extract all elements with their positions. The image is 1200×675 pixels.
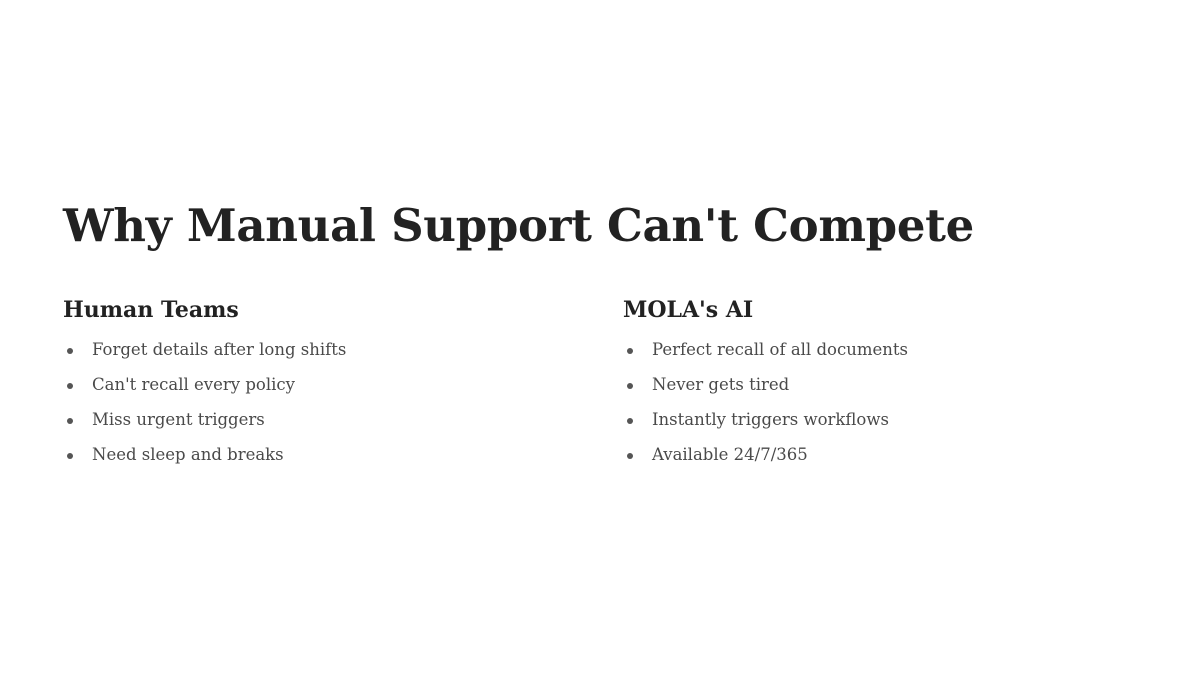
human-teams-list — [63, 340, 563, 480]
bullet-icon — [627, 418, 633, 424]
mola-ai-column — [623, 296, 1123, 480]
bullet-icon — [67, 383, 73, 389]
mola-ai-list — [623, 340, 1123, 480]
bullet-icon — [67, 348, 73, 354]
list-item-text: Instantly triggers workflows — [652, 410, 889, 429]
bullet-icon — [67, 418, 73, 424]
bullet-icon — [627, 383, 633, 389]
slide-title: Why Manual Support Can't Compete — [63, 199, 974, 252]
list-item — [63, 445, 563, 480]
list-item-text: Need sleep and breaks — [92, 445, 284, 464]
list-item-text: Available 24/7/365 — [652, 445, 808, 464]
list-item-text: Forget details after long shifts — [92, 340, 347, 359]
list-item — [623, 340, 1123, 375]
list-item-text: Can't recall every policy — [92, 375, 295, 394]
bullet-icon — [67, 453, 73, 459]
list-item — [63, 340, 563, 375]
mola-ai-heading: MOLA's AI — [623, 297, 754, 323]
list-item — [623, 375, 1123, 410]
bullet-icon — [627, 348, 633, 354]
list-item-text: Never gets tired — [652, 375, 790, 394]
human-teams-column — [63, 296, 563, 480]
human-teams-heading: Human Teams — [63, 297, 239, 323]
list-item — [63, 375, 563, 410]
bullet-icon — [627, 453, 633, 459]
list-item — [623, 445, 1123, 480]
list-item — [63, 410, 563, 445]
list-item — [623, 410, 1123, 445]
list-item-text: Miss urgent triggers — [92, 410, 265, 429]
list-item-text: Perfect recall of all documents — [652, 340, 908, 359]
